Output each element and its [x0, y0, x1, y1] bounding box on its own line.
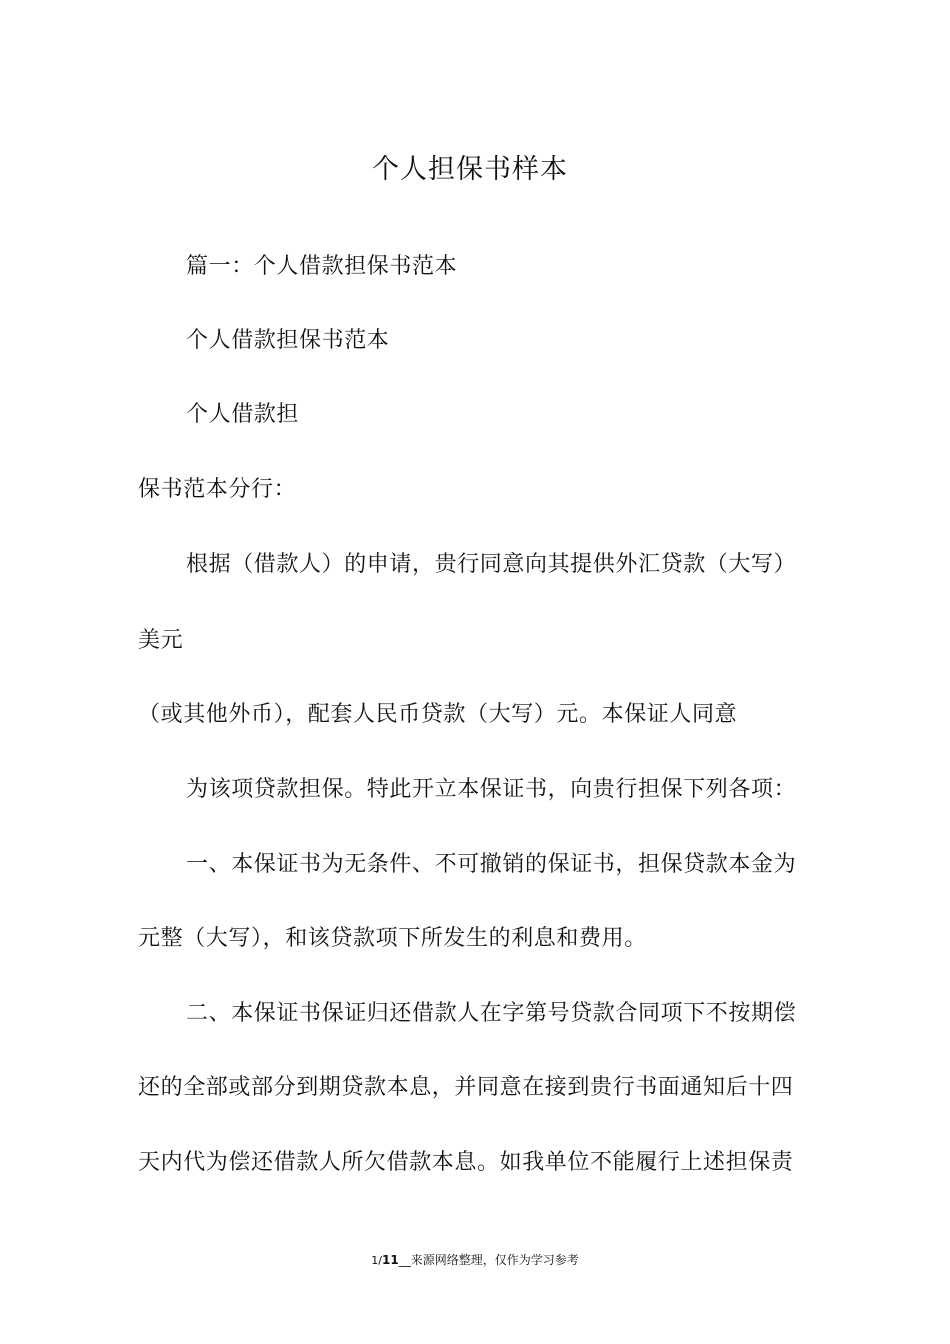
paragraph-line: 为该项贷款担保。特此开立本保证书，向贵行担保下列各项：	[186, 777, 797, 802]
paragraph-line: 保书范本分行：	[138, 477, 297, 502]
paragraph-line: （或其他外币），配套人民币贷款（大写）元。本保证人同意	[138, 702, 738, 727]
page-footer	[0, 1250, 950, 1271]
paragraph-line: 篇一：个人借款担保书范本	[186, 254, 458, 279]
paragraph-line: 美元	[138, 628, 184, 653]
paragraph-line: 个人借款担保书范本	[186, 328, 390, 353]
document-title: 个人担保书样本	[372, 154, 568, 185]
page-total: 11	[382, 1253, 399, 1267]
paragraph-line: 一、本保证书为无条件、不可撤销的保证书，担保贷款本金为	[186, 852, 797, 877]
paragraph-line: 根据（借款人）的申请，贵行同意向其提供外汇贷款（大写）	[186, 552, 797, 577]
paragraph-line: 个人借款担	[186, 402, 300, 427]
paragraph-line: 二、本保证书保证归还借款人在字第号贷款合同项下不按期偿	[186, 1001, 797, 1026]
paragraph-line: 天内代为偿还借款人所欠借款本息。如我单位不能履行上述担保责	[138, 1150, 794, 1175]
footer-note: __来源网络整理，仅作为学习参考	[398, 1253, 579, 1267]
paragraph-line: 元整（大写），和该贷款项下所发生的利息和费用。	[138, 926, 647, 951]
paragraph-line: 还的全部或部分到期贷款本息，并同意在接到贵行书面通知后十四	[138, 1075, 794, 1100]
page-number: 1/	[371, 1254, 382, 1267]
